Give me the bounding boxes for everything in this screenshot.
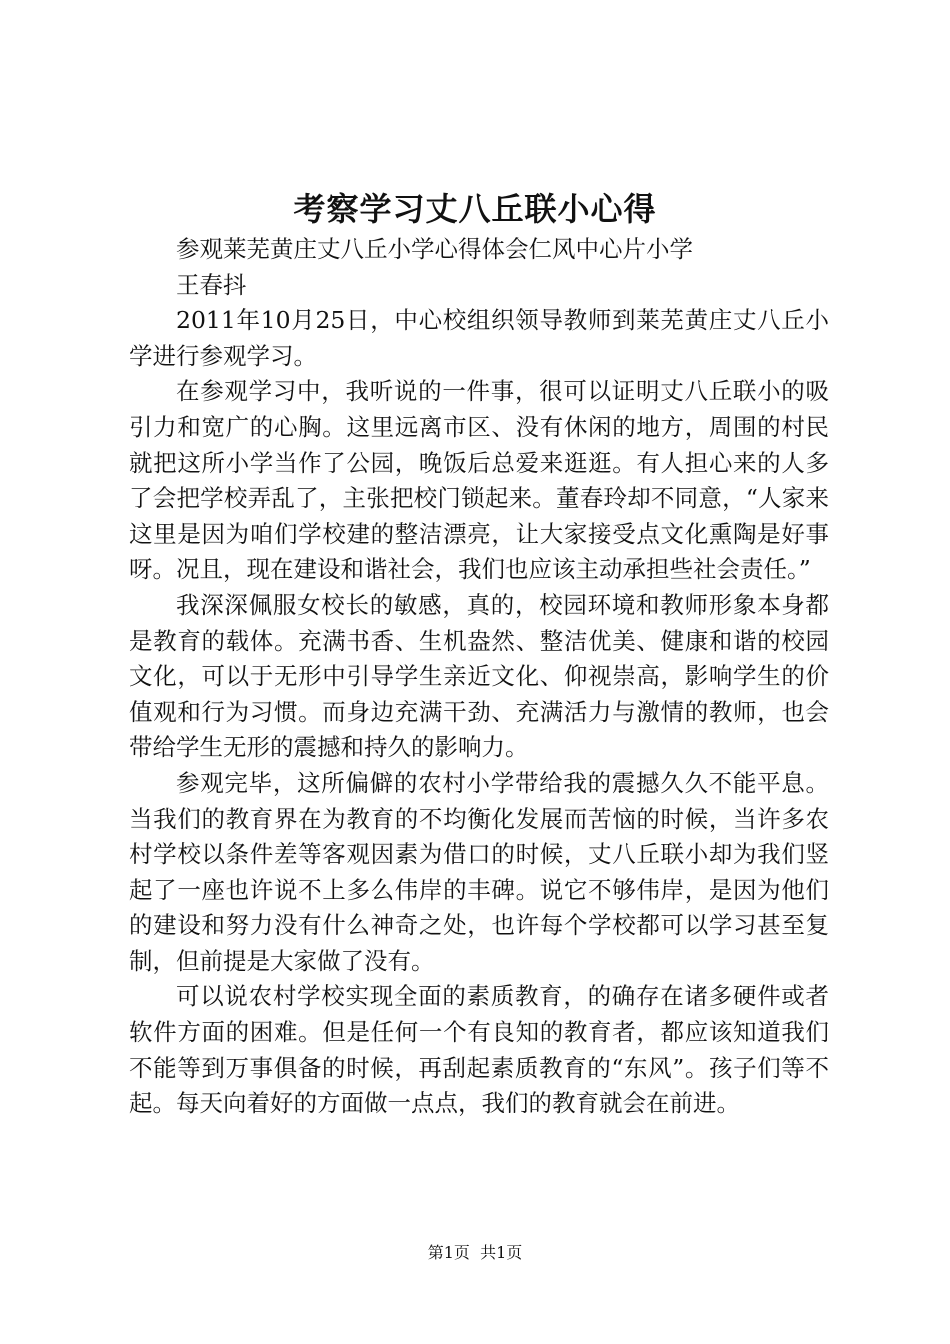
page-footer <box>0 1241 950 1265</box>
paragraph: 在参观学习中，我听说的一件事，很可以证明丈八丘联小的吸引力和宽广的心胸。这里远离市区、没有休闲的地方，周围的村民就把这所小学当作了公园，晚饭后总爱来逛逛。有人担心来的人多了会把学校弄乱了，主张把校门锁起来。董春玲却不同意，“人家来这里是因为咱们学校建的整洁漂亮，让大家接受点文化熏陶是好事呀。况且，现在建设和谐社会，我们也应该主动承担些社会责任。” <box>129 377 829 584</box>
paragraph: 2011年10月25日，中心校组织领导教师到莱芜黄庄丈八丘小学进行参观学习。 <box>129 306 829 370</box>
page-number: 第1页 <box>427 1243 470 1262</box>
paragraph: 我深深佩服女校长的敏感，真的，校园环境和教师形象本身都是教育的载体。充满书香、生机盎然、整洁优美、健康和谐的校园文化，可以于无形中引导学生亲近文化、仰视崇高，影响学生的价值观和行为习惯。而身边充满干劲、充满活力与激情的教师，也会带给学生无形的震撼和持久的影响力。 <box>129 590 829 762</box>
paragraph: 可以说农村学校实现全面的素质教育，的确存在诸多硬件或者软件方面的困难。但是任何一个有良知的教育者，都应该知道我们不能等到万事俱备的时候，再刮起素质教育的“东风”。孩子们等不起。每天向着好的方面做一点点，我们的教育就会在前进。 <box>129 982 829 1118</box>
document-author: 王春抖 <box>176 270 247 299</box>
document-title: 考察学习丈八丘联小心得 <box>293 190 657 228</box>
document-subtitle: 参观莱芜黄庄丈八丘小学心得体会仁风中心片小学 <box>176 235 693 263</box>
paragraph: 参观完毕，这所偏僻的农村小学带给我的震撼久久不能平息。当我们的教育界在为教育的不均衡化发展而苦恼的时候，当许多农村学校以条件差等客观因素为借口的时候，丈八丘联小却为我们竖起了一座也许说不上多么伟岸的丰碑。说它不够伟岸，是因为他们的建设和努力没有什么神奇之处，也许每个学校都可以学习甚至复制，但前提是大家做了没有。 <box>129 768 829 975</box>
page-total: 共1页 <box>480 1243 523 1262</box>
document-body <box>129 232 829 1122</box>
